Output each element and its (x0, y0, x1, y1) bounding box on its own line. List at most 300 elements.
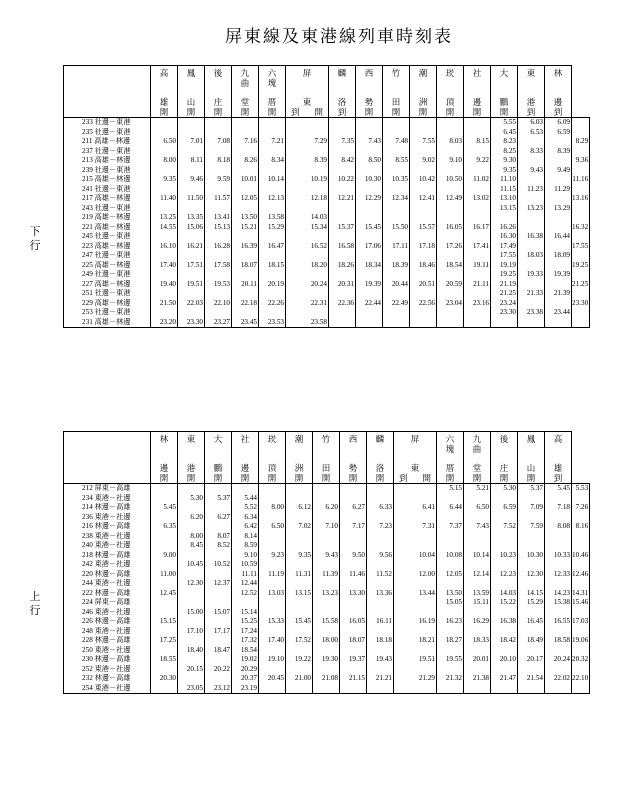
time-column (259, 118, 286, 328)
time-entry (340, 665, 366, 675)
time-entry: 22.26 (267, 298, 284, 307)
time-entry: 17.51 (186, 260, 203, 269)
time-entry (545, 513, 571, 523)
time-entry (151, 684, 177, 694)
time-entry (437, 646, 463, 656)
time-entry (205, 118, 231, 128)
train-list-cell (64, 484, 151, 694)
station-name-bottom (160, 97, 169, 117)
time-entry (410, 147, 436, 157)
time-entry: 12.29 (364, 194, 381, 202)
time-entry (259, 147, 285, 157)
time-entry: 20.24 (310, 279, 327, 288)
time-entry (410, 308, 436, 318)
time-entry: 7.23 (379, 522, 392, 530)
time-entry: 22.56 (418, 298, 435, 307)
station-name-top (376, 434, 385, 444)
station-header (545, 66, 572, 118)
station-name-bottom (365, 97, 374, 117)
time-entry (410, 185, 436, 195)
time-entry: 20.59 (445, 279, 462, 288)
arr-dep-label: 到 (291, 107, 300, 117)
time-column (437, 484, 464, 694)
time-entry (329, 251, 355, 261)
station-char: 開 (472, 107, 482, 117)
time-entry (518, 137, 544, 147)
time-entry (286, 308, 328, 318)
time-entry (491, 608, 517, 618)
time-column (356, 118, 383, 328)
time-entry (151, 608, 177, 618)
time-entry (151, 185, 177, 195)
station-char: 雄 (159, 97, 169, 107)
time-entry: 22.03 (186, 298, 203, 307)
time-entry (356, 204, 382, 214)
time-entry: 8.26 (244, 156, 257, 164)
time-entry (518, 299, 544, 309)
time-list (410, 118, 436, 327)
time-list (464, 484, 490, 693)
station-char: 東 (186, 434, 196, 444)
time-entry: 11.10 (500, 175, 516, 183)
time-column (383, 118, 410, 328)
time-entry (313, 665, 339, 675)
train-list (64, 118, 150, 327)
time-entry (356, 251, 382, 261)
station-header (329, 66, 356, 118)
time-entry (232, 484, 258, 494)
train-entry: 251 社邊－東港 (82, 289, 131, 297)
time-entry: 8.14 (244, 531, 257, 540)
station-name (491, 432, 517, 483)
time-entry: 18.54 (445, 260, 462, 269)
train-entry: 212 屏東－高雄 (82, 484, 131, 492)
station-header (437, 432, 464, 484)
time-entry: 13.16 (572, 194, 589, 202)
time-entry (383, 308, 409, 318)
time-entry (394, 513, 436, 523)
time-entry: 17.11 (392, 241, 408, 250)
train-entry: 248 東港－社邊 (82, 626, 131, 635)
time-entry (367, 494, 393, 504)
station-name-top (187, 434, 196, 444)
station-header (259, 432, 286, 484)
station-name-top (214, 434, 223, 444)
time-entry: 20.19 (267, 279, 284, 288)
time-entry: 17.25 (159, 636, 176, 644)
time-entry: 10.35 (391, 175, 408, 183)
time-entry-second: 17.55 (499, 251, 516, 259)
station-name (518, 66, 544, 117)
station-char: 邊 (472, 97, 482, 107)
station-char: 曲 (240, 78, 250, 88)
time-entry: 13.29 (553, 203, 570, 212)
station-name-top (295, 434, 304, 444)
time-entry: 10.22 (337, 175, 354, 183)
time-entry: 18.42 (499, 636, 516, 644)
station-char: 頂 (267, 463, 277, 473)
station-header (518, 66, 545, 118)
time-entry: 16.19 (418, 617, 435, 625)
train-entry: 227 高雄－林邊 (82, 279, 131, 288)
station-header (286, 66, 329, 118)
time-entry: 9.35 (163, 175, 176, 183)
time-entry: 6.42 (244, 522, 257, 530)
time-entry (232, 598, 258, 608)
time-entry (572, 232, 589, 242)
time-entry (545, 494, 571, 504)
time-list (313, 484, 339, 693)
train-entry: 244 東港－社邊 (82, 579, 131, 587)
time-entry (464, 318, 490, 328)
time-entry: 15.57 (418, 222, 435, 231)
time-entry: 5.37 (530, 484, 543, 492)
time-entry: 21.50 (159, 298, 176, 307)
time-entry (329, 185, 355, 195)
time-entry: 9.35 (298, 550, 311, 559)
time-entry: 10.08 (445, 550, 462, 559)
time-entry: 13.02 (472, 194, 489, 202)
time-entry: 16.32 (572, 222, 589, 231)
time-entry (178, 598, 204, 608)
time-entry: 23.05 (186, 683, 203, 692)
time-entry (329, 308, 355, 318)
station-char: 高 (159, 68, 169, 78)
time-entry: 21.47 (499, 674, 516, 682)
time-entry: 10.04 (418, 550, 435, 559)
direction-char: 上 (29, 590, 41, 603)
time-entry (178, 484, 204, 494)
time-entry: 12.18 (310, 194, 327, 202)
station-name-bottom (473, 463, 482, 483)
station-name-top (268, 68, 277, 88)
time-entry (232, 251, 258, 261)
time-entry: 12.00 (418, 569, 435, 578)
time-entry: 9.46 (190, 175, 203, 183)
time-entry (329, 118, 355, 128)
time-entry (572, 270, 589, 280)
station-char: 港 (526, 97, 536, 107)
station-name-top (554, 434, 563, 444)
train-entry: 254 東港－社邊 (82, 683, 131, 692)
time-entry (205, 655, 231, 665)
time-entry: 7.10 (325, 522, 338, 530)
time-list (286, 118, 328, 327)
time-entry: 8.07 (217, 531, 230, 540)
time-entry (178, 185, 204, 195)
time-entry (356, 213, 382, 223)
station-name (394, 432, 436, 483)
time-entry: 16.55 (553, 617, 570, 625)
time-entry: 16.47 (267, 241, 284, 250)
time-entry: 13.41 (213, 213, 230, 221)
time-list (151, 118, 177, 327)
time-entry: 23.27 (213, 317, 230, 326)
time-entry (205, 551, 231, 561)
time-entry (572, 560, 589, 570)
time-entry-second: 9.35 (503, 165, 516, 174)
station-name (329, 66, 355, 117)
time-entry: 8.23 (503, 137, 516, 145)
time-entry (151, 579, 177, 589)
time-entry: 6.33 (379, 503, 392, 511)
time-entry: 11.00 (160, 569, 176, 578)
time-entry: 19.51 (418, 655, 435, 663)
time-entry (329, 166, 355, 176)
time-entry (572, 166, 589, 176)
time-entry: 9.10 (449, 156, 462, 164)
time-entry: 13.10 (499, 194, 516, 202)
station-name-top (446, 68, 455, 78)
train-entry: 243 社邊－東港 (82, 203, 131, 212)
time-entry: 22.18 (240, 298, 257, 307)
train-entry: 242 東港－社邊 (82, 560, 131, 568)
time-entry (313, 646, 339, 656)
time-entry (205, 674, 231, 684)
station-char: 堂 (240, 97, 250, 107)
station-char: 堂 (472, 463, 482, 473)
time-entry (313, 627, 339, 637)
time-entry: 6.27 (217, 512, 230, 521)
time-entry (464, 185, 490, 195)
time-entry: 16.10 (159, 241, 176, 250)
time-entry: 12.46 (572, 569, 589, 578)
time-entry: 11.39 (322, 569, 338, 578)
station-char: 大 (499, 68, 509, 78)
station-char: 開 (294, 473, 304, 483)
time-entry (286, 185, 328, 195)
time-entry: 13.36 (375, 588, 392, 597)
time-entry: 16.39 (240, 241, 257, 250)
station-header (491, 66, 518, 118)
time-entry: 18.34 (364, 260, 381, 269)
time-entry: 7.09 (530, 503, 543, 511)
time-entry (437, 185, 463, 195)
time-list (394, 484, 436, 693)
time-entry: 13.15 (294, 588, 311, 597)
time-entry: 7.08 (217, 137, 230, 145)
station-name (545, 66, 571, 117)
time-entry (383, 118, 409, 128)
time-entry: 16.38 (526, 232, 543, 240)
time-entry: 15.58 (321, 617, 338, 625)
time-entry (437, 665, 463, 675)
time-entry: 6.53 (530, 127, 543, 136)
station-header (491, 432, 518, 484)
station-header (178, 66, 205, 118)
time-entry (151, 128, 177, 138)
time-entry: 7.52 (503, 522, 516, 530)
time-entry (491, 532, 517, 542)
time-entry (464, 118, 490, 128)
time-entry: 5.53 (575, 484, 589, 492)
time-entry: 12.23 (499, 569, 516, 578)
time-entry: 15.05 (445, 598, 462, 606)
time-column (394, 484, 437, 694)
time-entry: 17.49 (499, 241, 516, 250)
station-name-top (187, 68, 196, 78)
time-entry (518, 646, 544, 656)
time-entry: 21.33 (526, 289, 543, 297)
train-list (64, 484, 150, 693)
time-entry (572, 665, 589, 675)
time-entry: 17.24 (240, 626, 257, 635)
time-entry (367, 513, 393, 523)
station-name (340, 432, 366, 483)
time-entry: 18.54 (240, 645, 257, 654)
station-char: 屏 (302, 68, 312, 78)
time-entry: 22.44 (364, 298, 381, 307)
time-entry: 23.53 (267, 317, 284, 326)
station-char: 鵬 (213, 463, 223, 473)
time-entry: 16.17 (472, 222, 489, 231)
train-entry: 249 社邊－東港 (82, 270, 131, 278)
time-entry (178, 589, 204, 599)
time-entry: 10.42 (418, 175, 435, 183)
time-entry (491, 579, 517, 589)
station-char: 林 (553, 68, 563, 78)
time-entry (394, 560, 436, 570)
time-entry: 18.26 (337, 260, 354, 269)
time-entry (518, 684, 544, 694)
station-char: 竹 (391, 68, 401, 78)
time-entry: 9.00 (163, 550, 176, 559)
time-column (518, 118, 545, 328)
time-entry: 19.37 (348, 655, 365, 663)
time-entry (340, 484, 366, 494)
time-entry (259, 598, 285, 608)
station-name-top (349, 434, 358, 444)
time-entry (178, 570, 204, 580)
time-entry (491, 646, 517, 656)
time-entry: 5.21 (476, 484, 489, 492)
time-entry (383, 251, 409, 261)
timetable-body-row (64, 118, 590, 328)
station-name-bottom (419, 97, 428, 117)
time-entry: 12.33 (553, 569, 570, 578)
time-entry (437, 318, 463, 328)
time-entry (313, 579, 339, 589)
time-entry: 21.19 (499, 279, 516, 288)
time-entry (572, 646, 589, 656)
time-entry (286, 513, 312, 523)
station-char: 東 (526, 68, 536, 78)
time-entry: 7.43 (368, 137, 381, 145)
station-char: 邊 (159, 463, 169, 473)
time-entry: 5.30 (503, 484, 516, 492)
time-column (178, 118, 205, 328)
station-name-bottom (322, 463, 331, 483)
time-entry (286, 579, 312, 589)
time-entry: 10.30 (526, 550, 543, 559)
time-entry (329, 289, 355, 299)
time-entry: 19.55 (445, 655, 462, 663)
time-entry (340, 646, 366, 656)
time-column (205, 484, 232, 694)
time-entry: 5.37 (217, 493, 230, 502)
time-entry (367, 532, 393, 542)
time-entry: 16.45 (526, 617, 543, 625)
timetable-down (63, 65, 590, 328)
station-name-bottom (554, 97, 563, 117)
train-entry: 252 東港－社邊 (82, 664, 131, 673)
station-header (410, 66, 437, 118)
station-char: 麟 (337, 68, 347, 78)
station-char: 開 (213, 107, 223, 117)
station-name-bottom (295, 463, 304, 483)
time-entry: 6.20 (325, 503, 338, 511)
station-name-top (160, 434, 169, 444)
time-entry (232, 185, 258, 195)
time-entry (259, 166, 285, 176)
time-entry: 21.25 (572, 279, 589, 288)
station-name (151, 66, 177, 117)
train-entry: 215 高雄－林邊 (82, 175, 131, 183)
time-entry: 22.10 (572, 674, 589, 682)
time-entry (329, 232, 355, 242)
time-entry: 7.17 (352, 522, 365, 530)
station-char: 開 (472, 473, 482, 483)
station-char: 崁 (445, 68, 455, 78)
station-header (205, 432, 232, 484)
train-entry: 228 林邊－高雄 (82, 636, 131, 644)
time-entry (356, 289, 382, 299)
time-entry (178, 147, 204, 157)
time-entry: 8.52 (217, 541, 230, 549)
time-column (286, 484, 313, 694)
time-entry: 19.11 (473, 260, 489, 269)
train-entry: 217 高雄－林邊 (82, 194, 131, 202)
station-char: 厝 (267, 97, 277, 107)
time-entry (151, 598, 177, 608)
time-entry (313, 484, 339, 494)
station-header (178, 432, 205, 484)
time-entry: 8.45 (190, 541, 203, 549)
time-entry (286, 270, 328, 280)
time-entry (437, 560, 463, 570)
time-entry (410, 213, 436, 223)
time-list (329, 118, 355, 327)
time-entry-second: 13.15 (499, 203, 516, 212)
time-entry (572, 308, 589, 318)
station-header (232, 432, 259, 484)
time-entry (394, 627, 436, 637)
time-entry (178, 503, 204, 513)
time-entry: 8.39 (314, 156, 327, 164)
time-entry: 17.40 (159, 260, 176, 269)
time-entry (572, 213, 589, 223)
time-entry (410, 128, 436, 138)
time-entry: 23.16 (472, 298, 489, 307)
time-entry: 7.16 (244, 137, 257, 145)
time-entry (313, 560, 339, 570)
time-entry (205, 308, 231, 318)
station-name (518, 432, 544, 483)
time-entry (232, 270, 258, 280)
time-entry (545, 560, 571, 570)
time-entry: 9.43 (530, 165, 543, 174)
time-entry (178, 270, 204, 280)
time-entry (383, 289, 409, 299)
header-row (64, 432, 590, 484)
time-entry: 11.40 (160, 194, 176, 202)
time-entry: 20.32 (572, 655, 589, 663)
time-entry: 17.40 (267, 636, 284, 644)
time-entry (437, 204, 463, 214)
time-entry: 6.12 (298, 503, 311, 511)
time-entry (205, 617, 231, 627)
time-entry: 23.30 (572, 298, 589, 307)
